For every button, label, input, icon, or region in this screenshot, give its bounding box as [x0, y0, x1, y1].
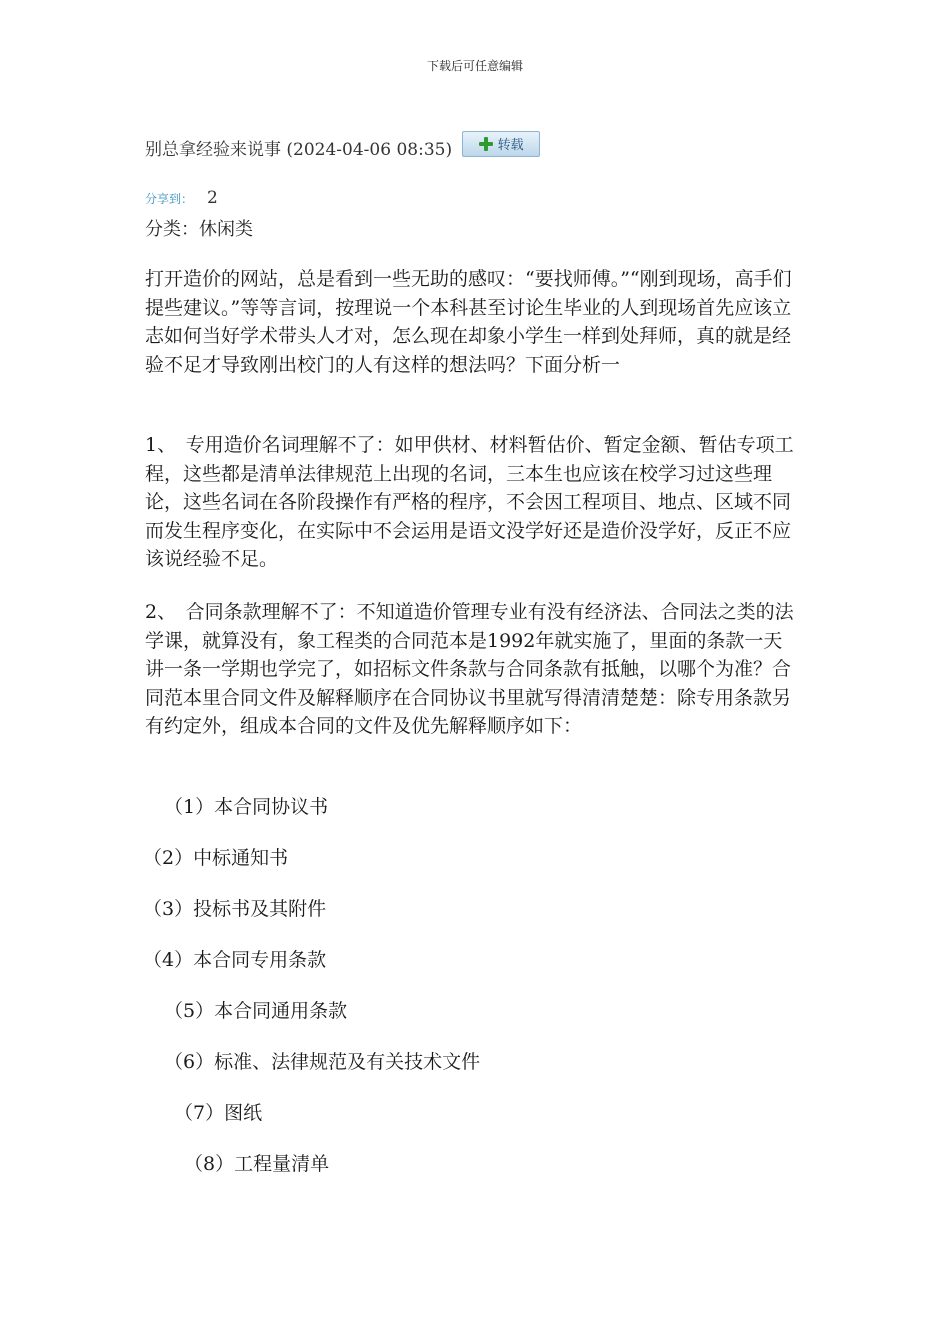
share-row — [145, 188, 218, 208]
intro-paragraph: 打开造价的网站，总是看到一些无助的感叹：“要找师傅。”“刚到现场，高手们提些建议。”等等言词，按理说一个本科甚至讨论生毕业的人到现场首先应该立志如何当好学术带头人才对，怎么现在却象小学生一样到处拜师，真的就是经验不足才导致刚出校门的人有这样的想法吗？下面分析一 — [145, 268, 792, 376]
list-item: （1）本合同协议书 — [164, 796, 329, 818]
list-item: （3）投标书及其附件 — [143, 898, 327, 920]
repost-label: 转载 — [497, 138, 524, 153]
download-note: 下载后可任意编辑 — [426, 59, 523, 73]
article-title: 别总拿经验来说事 (2024-04-06 08:35) — [145, 140, 453, 160]
list-item: （4）本合同专用条款 — [143, 949, 327, 971]
repost-button[interactable] — [462, 131, 540, 157]
list-item: （8）工程量清单 — [184, 1153, 330, 1175]
article-category: 分类：休闲类 — [145, 219, 253, 240]
share-count: 2 — [207, 188, 218, 208]
point-2-paragraph: 2、 合同条款理解不了：不知道造价管理专业有没有经济法、合同法之类的法学课，就算没有，象工程类的合同范本是1992年就实施了，里面的条款一天讲一条一学期也学完了，如招标文件条款与合同条款有抵触，以哪个为准？合同范本里合同文件及解释顺序在合同协议书里就写得清清楚楚：除专用条款另有约定外，组成本合同的文件及优先解释顺序如下： — [145, 601, 794, 737]
share-link[interactable]: 分享到： — [145, 192, 194, 206]
point-1-paragraph: 1、 专用造价名词理解不了：如甲供材、材料暂估价、暂定金额、暂估专项工程，这些都是清单法律规范上出现的名词，三本生也应该在校学习过这些理论，这些名词在各阶段操作有严格的程序，不会因工程项目、地点、区域不同而发生程序变化，在实际中不会运用是语文没学好还是造价没学好，反正不应该说经验不足。 — [145, 434, 794, 570]
list-item: （5）本合同通用条款 — [164, 1000, 348, 1022]
plus-icon — [479, 137, 493, 151]
list-item: （7）图纸 — [174, 1102, 263, 1124]
list-item: （6）标准、法律规范及有关技术文件 — [164, 1051, 481, 1073]
list-item: （2）中标通知书 — [143, 847, 289, 869]
article-title-row — [145, 135, 540, 160]
